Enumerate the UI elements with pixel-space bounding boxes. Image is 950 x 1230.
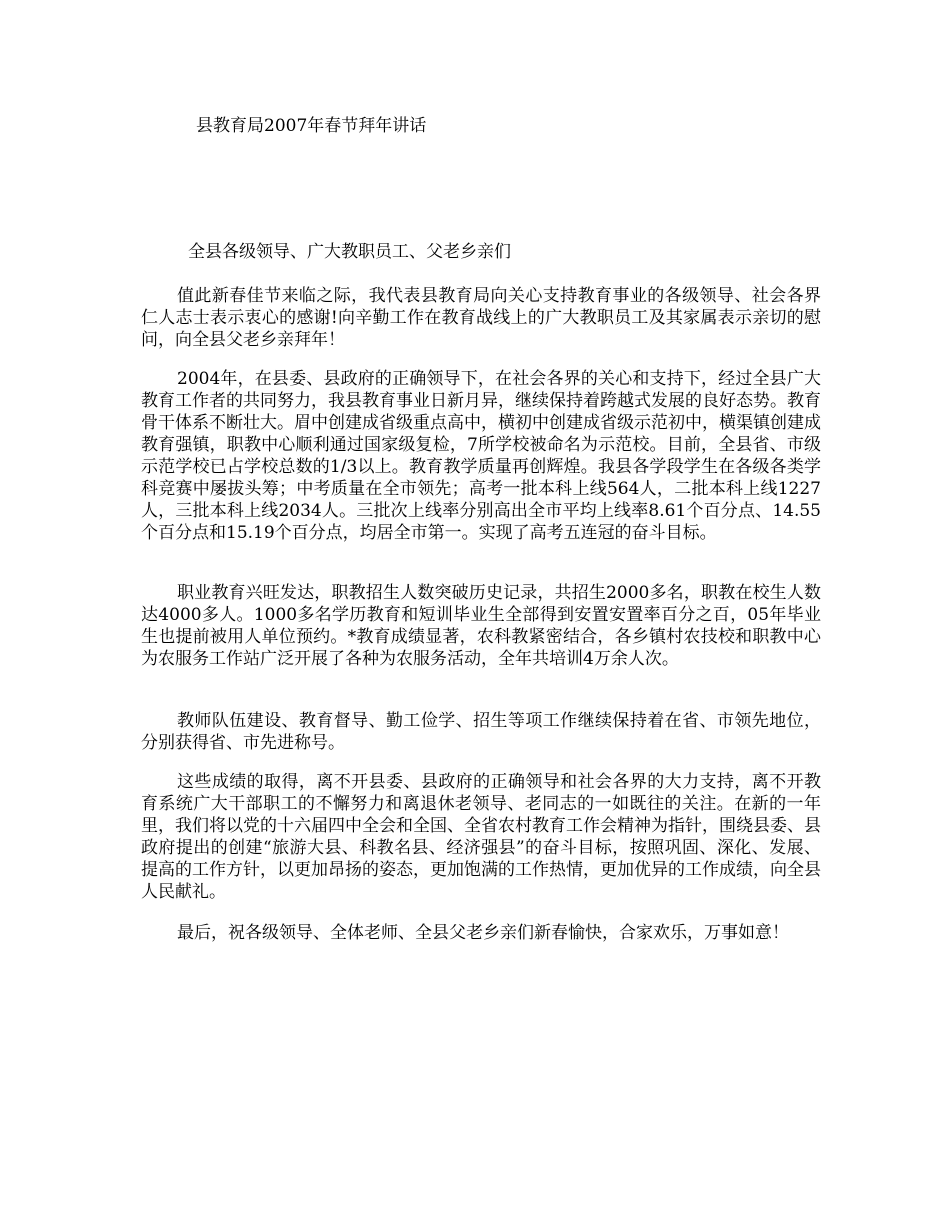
paragraph-greeting: 值此新春佳节来临之际，我代表县教育局向关心支持教育事业的各级领导、社会各界仁人志士表示衷心的感谢!向辛勤工作在教育战线上的广大教职员工及其家属表示亲切的慰问，向全县父老乡亲拜年！	[141, 286, 821, 350]
paragraph-teacher-team: 教师队伍建设、教育督导、勤工俭学、招生等项工作继续保持着在省、市领先地位，分别获得省、市先进称号。	[141, 711, 821, 753]
paragraph-closing-wishes: 最后，祝各级领导、全体老师、全县父老乡亲们新春愉快，合家欢乐，万事如意！	[177, 923, 789, 943]
paragraph-vocational-education: 职业教育兴旺发达，职教招生人数突破历史记录，共招生2000多名，职教在校生人数达4000多人。1000多名学历教育和短训毕业生全部得到安置安置率百分之百，05年毕业生也提前被用人单位预约。*教育成绩显著，农科教紧密结合，各乡镇村农技校和职教中心为农服务工作站广泛开展了各种为农服务活动，全年共培训4万余人次。	[141, 583, 821, 669]
document-title: 县教育局2007年春节拜年讲话	[196, 116, 427, 136]
salutation: 全县各级领导、广大教职员工、父老乡亲们	[188, 242, 511, 262]
paragraph-achievements-2004: 2004年，在县委、县政府的正确领导下，在社会各界的关心和支持下，经过全县广大教育工作者的共同努力，我县教育事业日新月异，继续保持着跨越式发展的良好态势。教育骨干体系不断壮大。眉中创建成省级重点高中，横初中创建成省级示范初中，横渠镇创建成教育强镇，职教中心顺利通过国家级复检，7所学校被命名为示范校。目前，全县省、市级示范学校已占学校总数的1/3以上。教育教学质量再创辉煌。我县各学段学生在各级各类学科竞赛中屡拔头筹；中考质量在全市领先；高考一批本科上线564人，二批本科上线1227人，三批本科上线2034人。三批次上线率分别高出全市平均上线率8.61个百分点、14.55个百分点和15.19个百分点，均居全市第一。实现了高考五连冠的奋斗目标。	[141, 369, 821, 543]
paragraph-thanks-and-plans: 这些成绩的取得，离不开县委、县政府的正确领导和社会各界的大力支持，离不开教育系统广大干部职工的不懈努力和离退休老领导、老同志的一如既往的关注。在新的一年里，我们将以党的十六届四中全会和全国、全省农村教育工作会精神为指针，围绕县委、县政府提出的创建“旅游大县、科教名县、经济强县”的奋斗目标，按照巩固、深化、发展、提高的工作方针，以更加昂扬的姿态，更加饱满的工作热情，更加优异的工作成绩，向全县人民献礼。	[141, 772, 821, 902]
